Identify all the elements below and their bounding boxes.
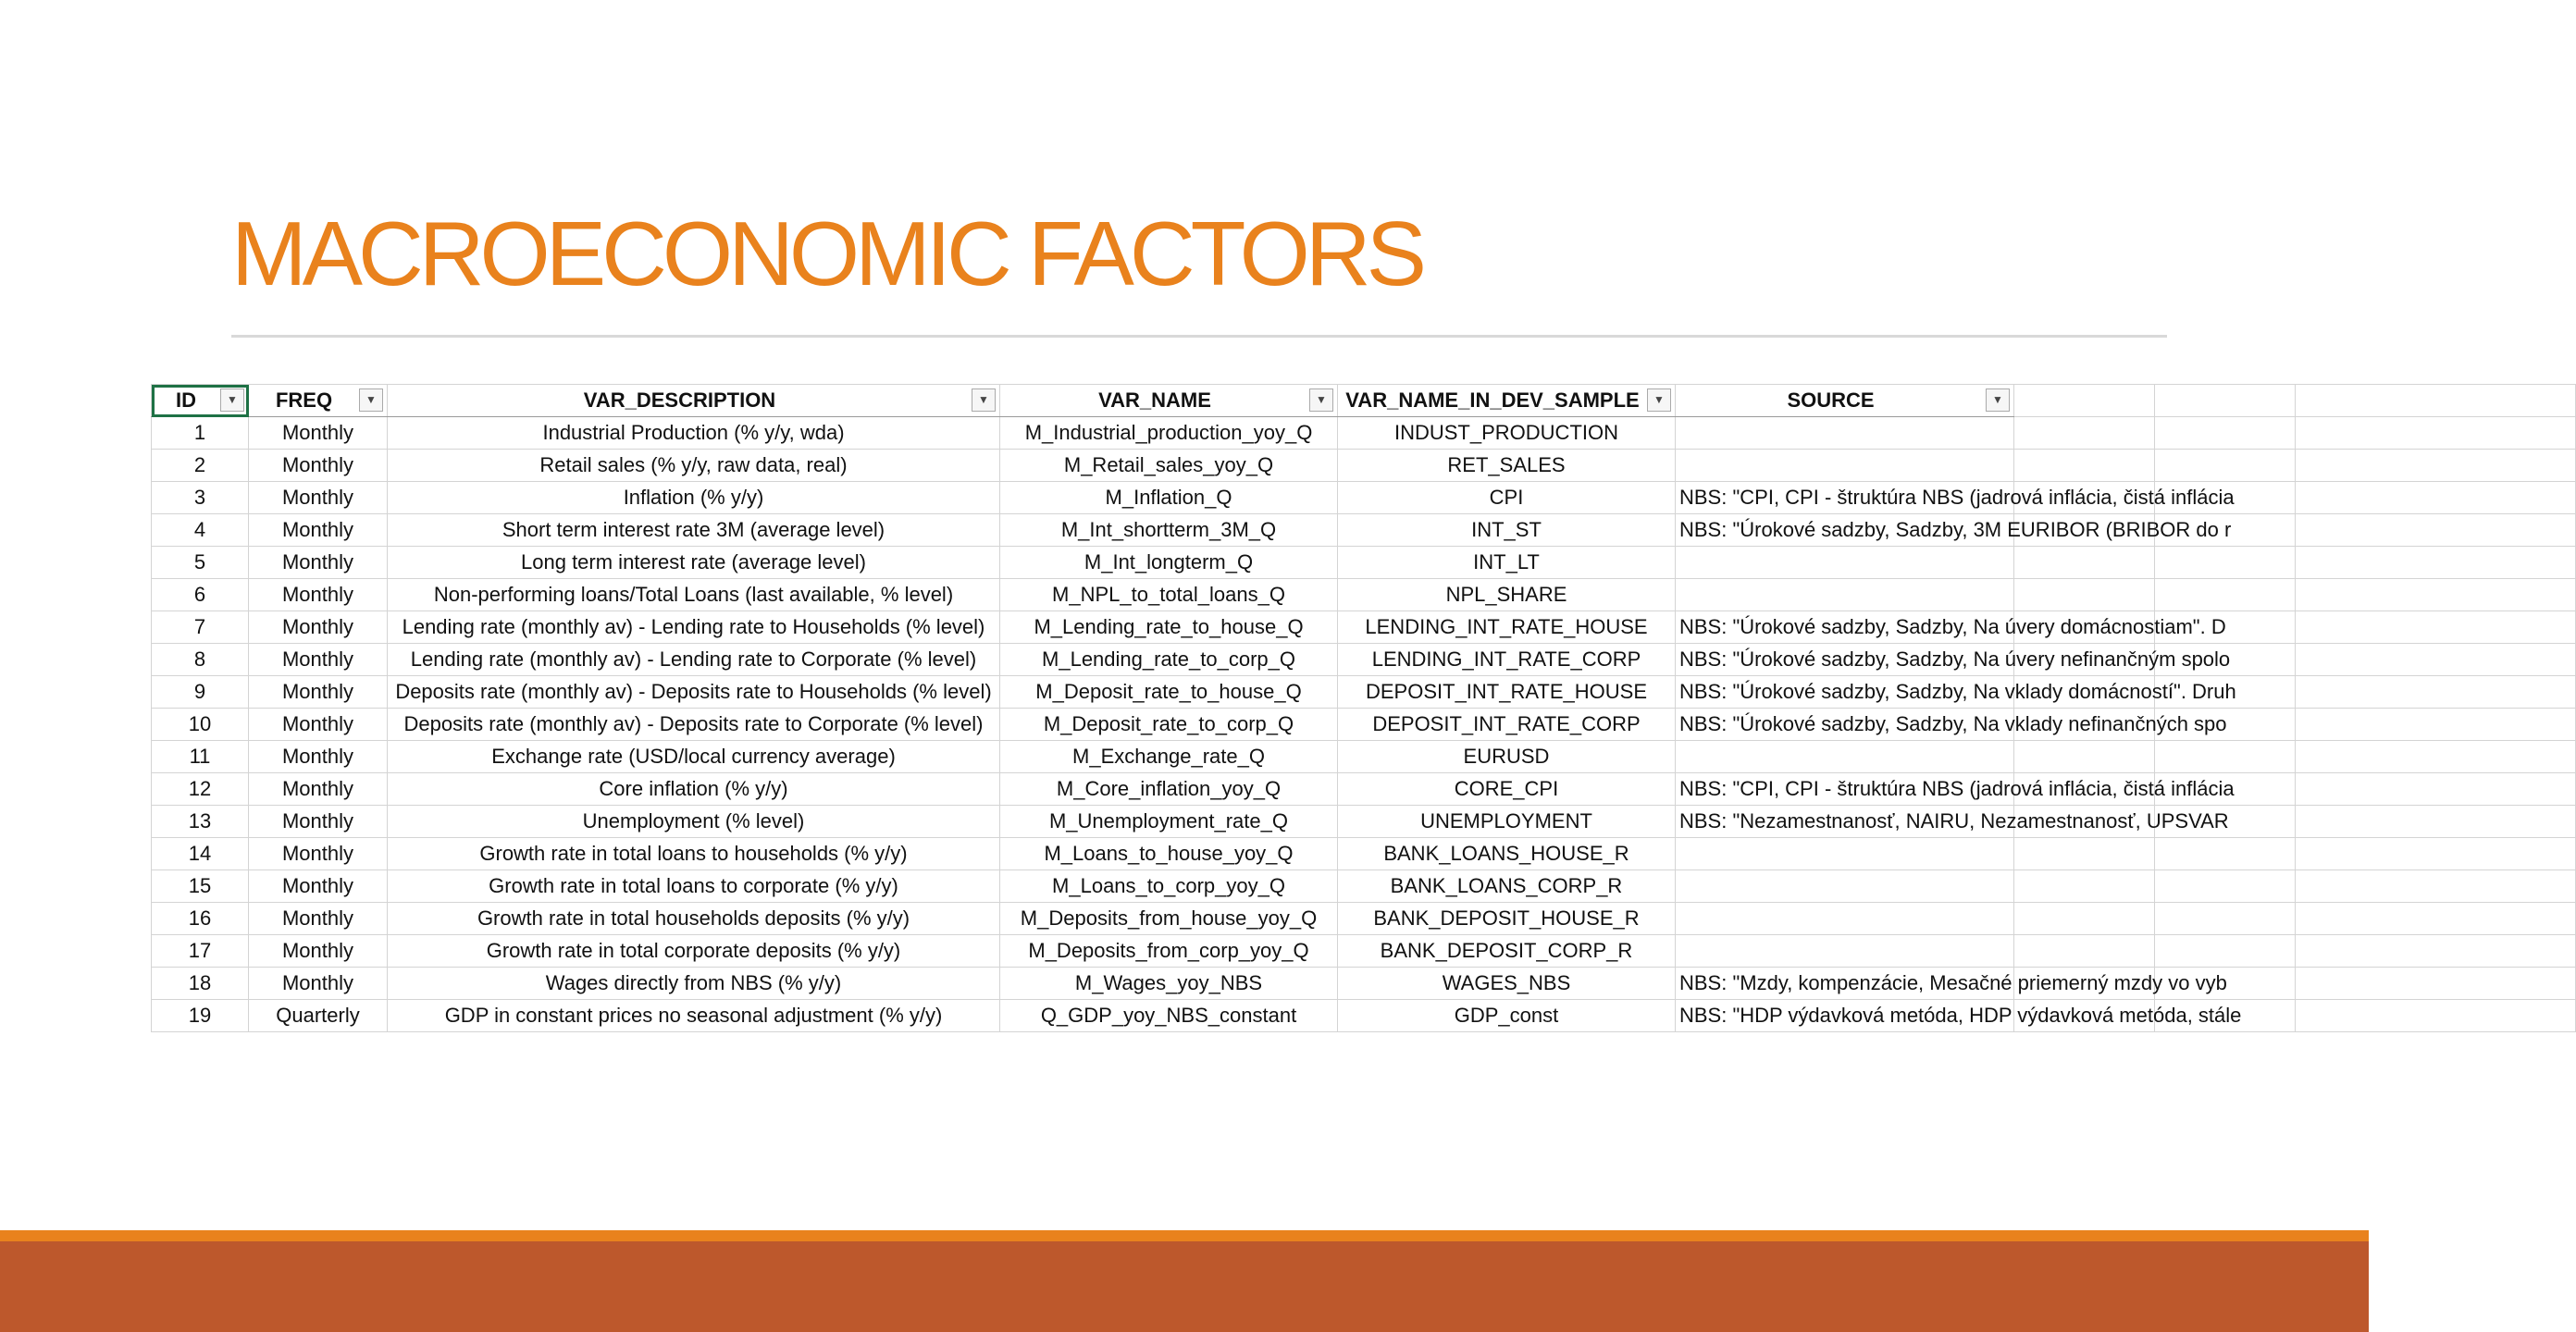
cell-var-description[interactable]: Growth rate in total loans to households (% y/y) [388,838,1000,870]
cell-var-name-in-dev-sample[interactable]: CORE_CPI [1338,773,1676,806]
cell-id[interactable]: 9 [152,676,249,709]
cell-var-name-in-dev-sample[interactable]: GDP_const [1338,1000,1676,1032]
cell-var-name[interactable]: M_Deposit_rate_to_house_Q [1000,676,1338,709]
cell-id[interactable]: 19 [152,1000,249,1032]
cell-var-name-in-dev-sample[interactable]: WAGES_NBS [1338,968,1676,1000]
empty-cell[interactable] [2014,547,2155,579]
cell-freq[interactable]: Monthly [249,709,388,741]
empty-cell[interactable] [2155,450,2296,482]
cell-id[interactable]: 11 [152,741,249,773]
empty-cell[interactable] [2296,1000,2576,1032]
cell-id[interactable]: 18 [152,968,249,1000]
cell-id[interactable]: 3 [152,482,249,514]
table-row [152,450,2576,482]
cell-freq[interactable]: Monthly [249,870,388,903]
cell-source[interactable] [1676,450,2014,482]
cell-var-name-in-dev-sample[interactable]: INDUST_PRODUCTION [1338,417,1676,450]
header-row [152,385,2576,417]
cell-var-name[interactable]: M_Unemployment_rate_Q [1000,806,1338,838]
cell-var-name-in-dev-sample[interactable]: NPL_SHARE [1338,579,1676,611]
cell-var-name[interactable]: M_Exchange_rate_Q [1000,741,1338,773]
cell-freq[interactable]: Monthly [249,806,388,838]
chevron-down-icon[interactable]: ▼ [1986,388,2010,412]
cell-var-name-in-dev-sample[interactable]: INT_LT [1338,547,1676,579]
empty-cell[interactable] [2155,870,2296,903]
cell-var-description[interactable]: Deposits rate (monthly av) - Deposits rate to Corporate (% level) [388,709,1000,741]
cell-source[interactable]: NBS: "Úrokové sadzby, Sadzby, Na úvery nefinančným spolo [1676,644,2014,676]
cell-source[interactable] [1676,547,2014,579]
chevron-down-icon[interactable]: ▼ [972,388,996,412]
cell-freq[interactable]: Monthly [249,741,388,773]
cell-var-description[interactable]: Lending rate (monthly av) - Lending rate to Households (% level) [388,611,1000,644]
empty-cell[interactable] [2296,611,2576,644]
cell-var-description[interactable]: Deposits rate (monthly av) - Deposits rate to Households (% level) [388,676,1000,709]
cell-var-description[interactable]: Lending rate (monthly av) - Lending rate to Corporate (% level) [388,644,1000,676]
table-row [152,611,2576,644]
empty-cell[interactable] [2296,547,2576,579]
cell-var-name-in-dev-sample[interactable]: BANK_DEPOSIT_HOUSE_R [1338,903,1676,935]
cell-var-name-in-dev-sample[interactable]: BANK_LOANS_CORP_R [1338,870,1676,903]
cell-freq[interactable]: Monthly [249,935,388,968]
header-var-name[interactable] [1000,385,1338,417]
cell-var-description[interactable]: Exchange rate (USD/local currency average) [388,741,1000,773]
empty-cell[interactable] [2296,741,2576,773]
empty-cell[interactable] [2296,870,2576,903]
empty-cell[interactable] [2296,579,2576,611]
footer-accent-bar [0,1230,2369,1241]
empty-cell[interactable] [2296,935,2576,968]
chevron-down-icon[interactable]: ▼ [1309,388,1333,412]
cell-var-name[interactable]: Q_GDP_yoy_NBS_constant [1000,1000,1338,1032]
chevron-down-icon[interactable]: ▼ [359,388,383,412]
cell-var-name-in-dev-sample[interactable]: RET_SALES [1338,450,1676,482]
cell-freq[interactable]: Monthly [249,547,388,579]
cell-var-name-in-dev-sample[interactable]: LENDING_INT_RATE_HOUSE [1338,611,1676,644]
header-var-name-in-dev-sample[interactable] [1338,385,1676,417]
cell-var-name[interactable]: M_Deposit_rate_to_corp_Q [1000,709,1338,741]
cell-var-name[interactable]: M_Wages_yoy_NBS [1000,968,1338,1000]
cell-id[interactable]: 16 [152,903,249,935]
cell-freq[interactable]: Monthly [249,611,388,644]
cell-source[interactable]: NBS: "HDP výdavková metóda, HDP výdavková metóda, stále [1676,1000,2014,1032]
cell-freq[interactable]: Monthly [249,968,388,1000]
table-row [152,547,2576,579]
table-row [152,417,2576,450]
empty-cell[interactable] [2014,417,2155,450]
cell-freq[interactable]: Monthly [249,644,388,676]
cell-var-description[interactable]: Growth rate in total loans to corporate (% y/y) [388,870,1000,903]
empty-cell[interactable] [2296,385,2576,417]
cell-var-name-in-dev-sample[interactable]: DEPOSIT_INT_RATE_CORP [1338,709,1676,741]
cell-id[interactable]: 6 [152,579,249,611]
cell-source[interactable] [1676,579,2014,611]
table-row [152,838,2576,870]
cell-var-name-in-dev-sample[interactable]: DEPOSIT_INT_RATE_HOUSE [1338,676,1676,709]
table-row [152,644,2576,676]
cell-var-name[interactable]: M_Inflation_Q [1000,482,1338,514]
cell-id[interactable]: 12 [152,773,249,806]
macro-factors-table [151,384,2576,1032]
cell-var-description[interactable]: Industrial Production (% y/y, wda) [388,417,1000,450]
cell-source[interactable]: NBS: "Úrokové sadzby, Sadzby, Na vklady nefinančných spo [1676,709,2014,741]
cell-source[interactable] [1676,741,2014,773]
cell-source[interactable]: NBS: "Nezamestnanosť, NAIRU, Nezamestnanosť, UPSVAR [1676,806,2014,838]
slide-title: MACROECONOMIC FACTORS [231,203,1423,304]
cell-var-name-in-dev-sample[interactable]: BANK_LOANS_HOUSE_R [1338,838,1676,870]
header-id[interactable] [152,385,249,417]
cell-var-name[interactable]: M_Deposits_from_corp_yoy_Q [1000,935,1338,968]
cell-var-name[interactable]: M_Industrial_production_yoy_Q [1000,417,1338,450]
table-row [152,709,2576,741]
cell-var-name[interactable]: M_Lending_rate_to_house_Q [1000,611,1338,644]
table-row [152,676,2576,709]
cell-freq[interactable]: Monthly [249,676,388,709]
cell-var-name[interactable]: M_Core_inflation_yoy_Q [1000,773,1338,806]
cell-id[interactable]: 2 [152,450,249,482]
cell-var-name-in-dev-sample[interactable]: INT_ST [1338,514,1676,547]
cell-freq[interactable]: Monthly [249,838,388,870]
empty-cell[interactable] [2014,385,2155,417]
header-label: ID [176,388,196,412]
cell-source[interactable]: NBS: "Úrokové sadzby, Sadzby, Na úvery domácnostiam". D [1676,611,2014,644]
empty-cell[interactable] [2296,806,2576,838]
cell-var-description[interactable]: Retail sales (% y/y, raw data, real) [388,450,1000,482]
table-row [152,968,2576,1000]
cell-id[interactable]: 14 [152,838,249,870]
empty-cell[interactable] [2296,838,2576,870]
chevron-down-icon[interactable]: ▼ [1647,388,1671,412]
cell-freq[interactable]: Monthly [249,579,388,611]
table-row [152,514,2576,547]
cell-var-description[interactable]: Long term interest rate (average level) [388,547,1000,579]
empty-cell[interactable] [2014,903,2155,935]
cell-var-description[interactable]: Non-performing loans/Total Loans (last available, % level) [388,579,1000,611]
empty-cell[interactable] [2155,741,2296,773]
table-row [152,741,2576,773]
cell-id[interactable]: 5 [152,547,249,579]
cell-source[interactable] [1676,903,2014,935]
table-row [152,773,2576,806]
table-row [152,1000,2576,1032]
header-label: VAR_DESCRIPTION [583,388,776,412]
empty-cell[interactable] [2296,450,2576,482]
cell-var-name[interactable]: M_Loans_to_corp_yoy_Q [1000,870,1338,903]
header-source[interactable] [1676,385,2014,417]
empty-cell[interactable] [2296,968,2576,1000]
empty-cell[interactable] [2296,903,2576,935]
cell-var-name-in-dev-sample[interactable]: LENDING_INT_RATE_CORP [1338,644,1676,676]
table-row [152,806,2576,838]
cell-var-name[interactable]: M_NPL_to_total_loans_Q [1000,579,1338,611]
cell-var-name-in-dev-sample[interactable]: EURUSD [1338,741,1676,773]
cell-source[interactable]: NBS: "CPI, CPI - štruktúra NBS (jadrová inflácia, čistá inflácia [1676,482,2014,514]
spreadsheet-region [151,384,2242,1052]
cell-source[interactable]: NBS: "Mzdy, kompenzácie, Mesačné priemerný mzdy vo vyb [1676,968,2014,1000]
header-label: SOURCE [1787,388,1875,412]
empty-cell[interactable] [2296,644,2576,676]
cell-freq[interactable]: Monthly [249,450,388,482]
empty-cell[interactable] [2296,482,2576,514]
empty-cell[interactable] [2155,935,2296,968]
cell-id[interactable]: 13 [152,806,249,838]
cell-var-name-in-dev-sample[interactable]: CPI [1338,482,1676,514]
header-label: VAR_NAME [1098,388,1211,412]
cell-var-name[interactable]: M_Loans_to_house_yoy_Q [1000,838,1338,870]
empty-cell[interactable] [2296,773,2576,806]
cell-source[interactable] [1676,935,2014,968]
header-var-description[interactable] [388,385,1000,417]
table-row [152,579,2576,611]
cell-source[interactable]: NBS: "CPI, CPI - štruktúra NBS (jadrová inflácia, čistá inflácia [1676,773,2014,806]
cell-id[interactable]: 15 [152,870,249,903]
cell-var-description[interactable]: Inflation (% y/y) [388,482,1000,514]
cell-var-description[interactable]: Unemployment (% level) [388,806,1000,838]
empty-cell[interactable] [2014,741,2155,773]
cell-var-name[interactable]: M_Int_shortterm_3M_Q [1000,514,1338,547]
empty-cell[interactable] [2155,838,2296,870]
empty-cell[interactable] [2014,935,2155,968]
cell-source[interactable]: NBS: "Úrokové sadzby, Sadzby, Na vklady domácností". Druh [1676,676,2014,709]
table-row [152,482,2576,514]
empty-cell[interactable] [2155,385,2296,417]
cell-id[interactable]: 7 [152,611,249,644]
cell-freq[interactable]: Monthly [249,417,388,450]
empty-cell[interactable] [2155,903,2296,935]
cell-var-name-in-dev-sample[interactable]: BANK_DEPOSIT_CORP_R [1338,935,1676,968]
cell-var-name[interactable]: M_Deposits_from_house_yoy_Q [1000,903,1338,935]
empty-cell[interactable] [2296,514,2576,547]
cell-source[interactable] [1676,870,2014,903]
title-divider [231,335,2167,338]
cell-id[interactable]: 1 [152,417,249,450]
cell-var-description[interactable]: GDP in constant prices no seasonal adjustment (% y/y) [388,1000,1000,1032]
cell-id[interactable]: 8 [152,644,249,676]
header-freq[interactable] [249,385,388,417]
cell-var-description[interactable]: Growth rate in total corporate deposits (% y/y) [388,935,1000,968]
cell-var-name[interactable]: M_Retail_sales_yoy_Q [1000,450,1338,482]
header-label: VAR_NAME_IN_DEV_SAMPLE [1345,388,1640,412]
cell-freq[interactable]: Monthly [249,773,388,806]
cell-var-description[interactable]: Short term interest rate 3M (average level) [388,514,1000,547]
empty-cell[interactable] [2155,547,2296,579]
header-label: FREQ [275,388,333,412]
cell-freq[interactable]: Monthly [249,482,388,514]
cell-freq[interactable]: Monthly [249,903,388,935]
cell-source[interactable] [1676,417,2014,450]
empty-cell[interactable] [2014,870,2155,903]
empty-cell[interactable] [2155,579,2296,611]
cell-var-description[interactable]: Core inflation (% y/y) [388,773,1000,806]
empty-cell[interactable] [2296,676,2576,709]
cell-id[interactable]: 4 [152,514,249,547]
empty-cell[interactable] [2014,579,2155,611]
cell-var-name[interactable]: M_Lending_rate_to_corp_Q [1000,644,1338,676]
cell-source[interactable] [1676,838,2014,870]
table-body [152,417,2576,1032]
cell-source[interactable]: NBS: "Úrokové sadzby, Sadzby, 3M EURIBOR (BRIBOR do r [1676,514,2014,547]
cell-id[interactable]: 17 [152,935,249,968]
table-row [152,903,2576,935]
cell-var-description[interactable]: Growth rate in total households deposits (% y/y) [388,903,1000,935]
chevron-down-icon[interactable]: ▼ [220,388,244,412]
footer-bar [0,1241,2369,1332]
cell-var-name[interactable]: M_Int_longterm_Q [1000,547,1338,579]
cell-freq[interactable]: Monthly [249,514,388,547]
empty-cell[interactable] [2014,838,2155,870]
empty-cell[interactable] [2296,709,2576,741]
empty-cell[interactable] [2014,450,2155,482]
empty-cell[interactable] [2155,417,2296,450]
cell-var-description[interactable]: Wages directly from NBS (% y/y) [388,968,1000,1000]
cell-var-name-in-dev-sample[interactable]: UNEMPLOYMENT [1338,806,1676,838]
cell-id[interactable]: 10 [152,709,249,741]
table-row [152,870,2576,903]
table-row [152,935,2576,968]
cell-freq[interactable]: Quarterly [249,1000,388,1032]
empty-cell[interactable] [2296,417,2576,450]
